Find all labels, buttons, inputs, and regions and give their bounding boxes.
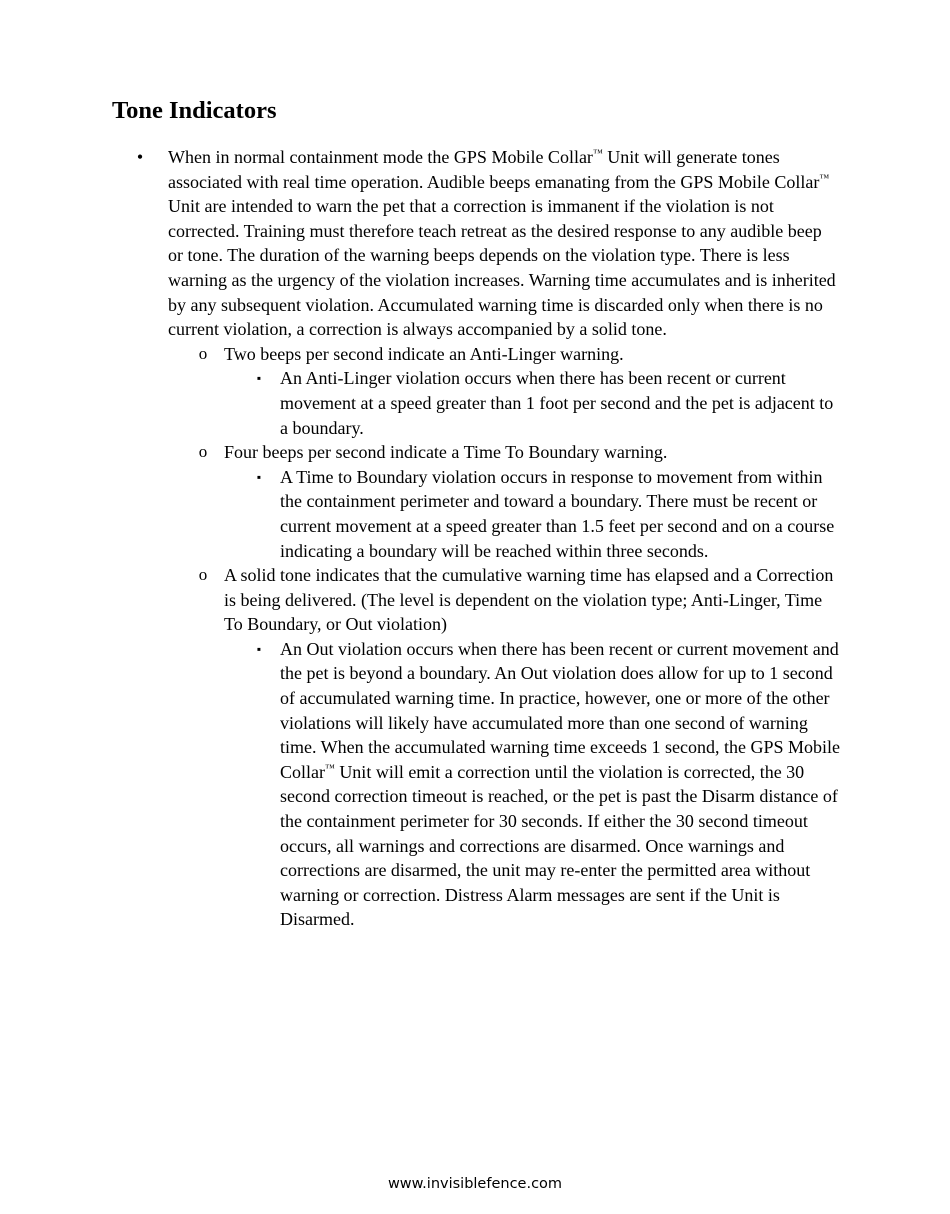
main-text-part-3: Unit are intended to warn the pet that a correction is immanent if the violation is not corrected. Training must therefore teach retreat as the desired response to any audible beep or tone. The duration of the warning beeps depends on the violation type. There is less warning as the urgency of the violation increases. Warning time accumulates and is inherited by any subsequent violation. Accumulated warning time is discarded only when there is no current violation, a correction is always accompanied by a solid tone. (168, 196, 836, 340)
time-to-boundary-item (198, 440, 840, 465)
trademark-symbol: ™ (325, 762, 335, 774)
document-body (0, 145, 950, 932)
main-text-part-2: Unit will generate tones associated with real time operation. Audible beeps emanating from the GPS Mobile Collar (168, 147, 820, 192)
bullet-marker: • (136, 147, 144, 167)
footer-website: www.invisiblefence.com (387, 1176, 563, 1192)
out-violation-detail-part-1: An Out violation occurs when there has been recent or current movement and the pet is beyond a boundary. An Out violation does allow for up to 1 second of accumulated warning time. In practice, however, one or more of the other violations will likely have accumulated more than one second of warning time. When the accumulated warning time exceeds 1 second, the GPS Mobile Collar (280, 638, 841, 782)
main-bullet-item (136, 145, 840, 342)
trademark-symbol: ™ (592, 148, 603, 159)
trademark-symbol: ™ (819, 172, 830, 184)
anti-linger-item (198, 342, 840, 367)
square-marker: ▪ (256, 371, 262, 386)
page-title: Tone Indicators (112, 97, 277, 124)
main-text-part-1: When in normal containment mode the GPS Mobile Collar (168, 147, 593, 167)
solid-tone-item (198, 563, 840, 637)
circle-marker: o (198, 343, 208, 363)
anti-linger-detail-item (256, 366, 842, 440)
anti-linger-heading: Two beeps per second indicate an Anti-Linger warning. (224, 343, 624, 364)
anti-linger-detail: An Anti-Linger violation occurs when there has been recent or current movement at a speed greater than 1 foot per second and the pet is adjacent to a boundary. (280, 368, 834, 438)
time-to-boundary-detail: A Time to Boundary violation occurs in response to movement from within the containment perimeter and toward a boundary. There must be recent or current movement at a speed greater than 1.5 feet per second and on a course indicating a boundary will be reached within three seconds. (280, 466, 835, 561)
circle-marker: o (198, 442, 208, 462)
circle-marker: o (198, 565, 208, 585)
square-marker: ▪ (256, 641, 262, 656)
out-violation-detail-item (256, 637, 842, 932)
out-violation-detail-part-2: Unit will emit a correction until the violation is corrected, the 30 second correction timeout is reached, or the pet is past the Disarm distance of the containment perimeter for 30 seconds. If either the 30 second timeout occurs, all warnings and corrections are disarmed. Once warnings and corrections are disarmed, the unit may re-enter the permitted area without warning or correction. Distress Alarm messages are sent if the Unit is Disarmed. (280, 761, 838, 930)
time-to-boundary-heading: Four beeps per second indicate a Time To Boundary warning. (224, 442, 668, 463)
time-to-boundary-detail-item (256, 465, 842, 563)
square-marker: ▪ (256, 469, 262, 484)
solid-tone-heading: A solid tone indicates that the cumulative warning time has elapsed and a Correction is being delivered. (The level is dependent on the violation type; Anti-Linger, Time To Boundary, or Out violation) (224, 565, 834, 635)
